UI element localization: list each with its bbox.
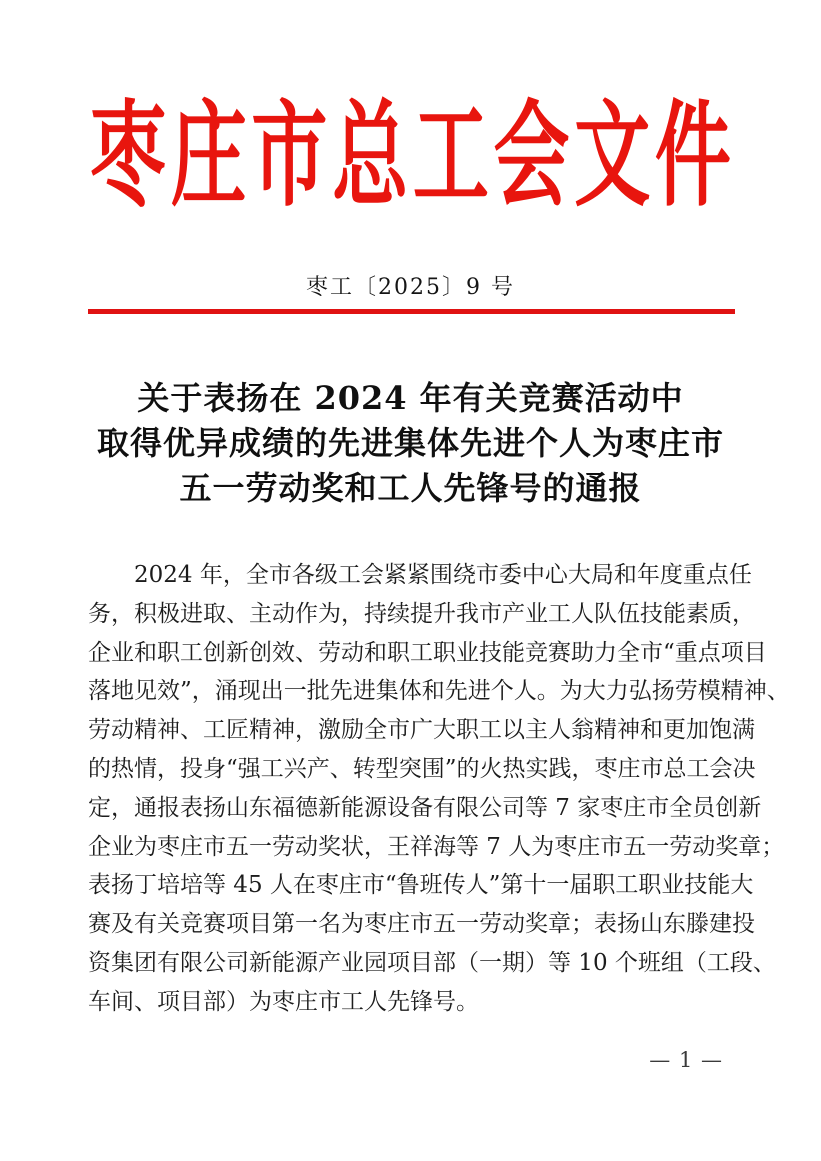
body-line: 2024 年，全市各级工会紧紧围绕市委中心大局和年度重点任: [134, 562, 752, 588]
body-paragraph: [88, 556, 790, 1022]
red-divider-line: [88, 309, 735, 314]
notice-title-line-1: 关于表扬在 2024 年有关竞赛活动中: [137, 379, 684, 417]
body-line: 务，积极进取、主动作为，持续提升我市产业工人队伍技能素质，: [88, 600, 755, 627]
body-line: 表扬丁培培等 45 人在枣庄市“鲁班传人”第十一届职工职业技能大: [88, 872, 754, 899]
body-line: 企业和职工创新创效、劳动和职工职业技能竞赛助力全市“重点项目: [88, 639, 767, 666]
body-line: 赛及有关竞赛项目第一名为枣庄市五一劳动奖章；表扬山东滕建投: [88, 911, 755, 938]
document-number: 枣工〔2025〕9 号: [306, 275, 515, 300]
body-line: 定，通报表扬山东福德新能源设备有限公司等 7 家枣庄市全员创新: [88, 794, 762, 821]
body-line: 的热情，投身“强工兴产、转型突围”的火热实践，枣庄市总工会决: [88, 755, 756, 782]
notice-title-line-3: 五一劳动奖和工人先锋号的通报: [179, 469, 642, 507]
body-line: 企业为枣庄市五一劳动奖状，王祥海等 7 人为枣庄市五一劳动奖章；: [88, 833, 785, 860]
body-line: 车间、项目部）为枣庄市工人先锋号。: [88, 988, 479, 1015]
notice-title-line-2: 取得优异成绩的先进集体先进个人为枣庄市: [96, 424, 724, 462]
notice-title: [40, 376, 781, 511]
body-line: 落地见效”，涌现出一批先进集体和先进个人。为大力弘扬劳模精神、: [88, 678, 790, 705]
body-line: 劳动精神、工匠精神，激励全市广大职工以主人翁精神和更加饱满: [88, 717, 755, 744]
body-line: 资集团有限公司新能源产业园项目部（一期）等 10 个班组（工段、: [88, 949, 776, 976]
page-number: — 1 —: [649, 1048, 723, 1072]
org-banner-title: 枣 庄 市 总 工 会 文 件: [90, 88, 731, 222]
